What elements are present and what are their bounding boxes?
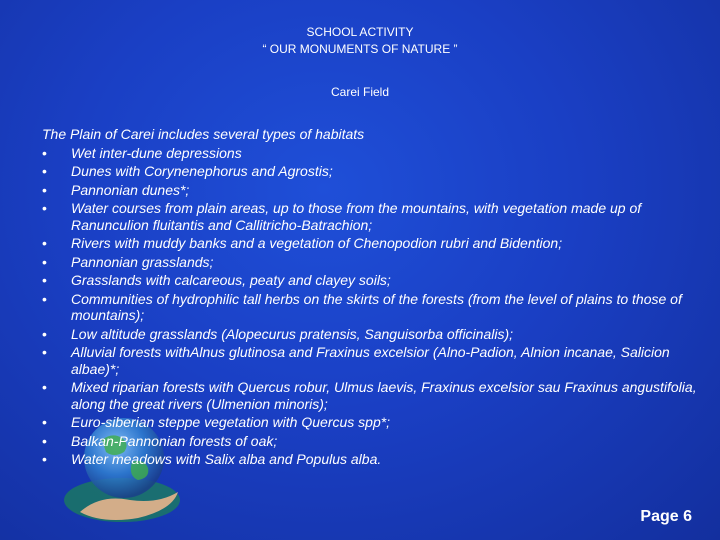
- list-item: [42, 272, 702, 289]
- list-item-text: Balkan-Pannonian forests of oak;: [71, 432, 278, 449]
- header-line-2: “ OUR MONUMENTS OF NATURE ”: [262, 42, 458, 56]
- list-item-text: Euro-siberian steppe vegetation with Quercus spp*;: [71, 414, 391, 430]
- bullet-icon: •: [42, 344, 47, 360]
- list-item-text: Water meadows with Salix alba and Populus alba.: [71, 451, 382, 467]
- slide-header: [0, 24, 720, 58]
- habitats-list: [42, 145, 702, 468]
- bullet-icon: •: [42, 272, 47, 288]
- list-item-text: Pannonian grasslands;: [71, 253, 214, 270]
- habitats-content: [42, 126, 702, 470]
- list-item-text: Grasslands with calcareous, peaty and clayey soils;: [71, 272, 391, 288]
- list-item: [42, 145, 702, 162]
- page-number: Page 6: [640, 508, 692, 525]
- list-item: [42, 235, 702, 252]
- list-item: [42, 451, 702, 468]
- list-item: [42, 414, 702, 431]
- bullet-icon: •: [42, 290, 47, 307]
- list-item: [42, 326, 702, 343]
- bullet-icon: •: [42, 163, 47, 179]
- bullet-icon: •: [42, 200, 47, 216]
- list-item-text: Alluvial forests withAlnus glutinosa and Fraxinus excelsior (Alno-Padion, Alnion incanae, Salicion albae)*;: [71, 344, 670, 377]
- bullet-icon: •: [42, 235, 47, 251]
- bullet-icon: •: [42, 432, 47, 449]
- bullet-icon: •: [42, 144, 47, 161]
- list-item: [42, 163, 702, 180]
- bullet-icon: •: [42, 253, 47, 270]
- list-item-text: Rivers with muddy banks and a vegetation of Chenopodion rubri and Bidention;: [71, 235, 563, 251]
- header-line-1: SCHOOL ACTIVITY: [306, 25, 414, 39]
- bullet-icon: •: [42, 325, 47, 342]
- list-item: [42, 182, 702, 199]
- list-item-text: Pannonian dunes*;: [71, 181, 190, 198]
- list-item: [42, 200, 702, 233]
- bullet-icon: •: [42, 379, 47, 395]
- slide-subtitle: Carei Field: [330, 85, 390, 99]
- list-item: [42, 344, 702, 377]
- list-item-text: Communities of hydrophilic tall herbs on the skirts of the forests (from the level of plains to those of mountains);: [71, 290, 682, 323]
- habitats-intro: The Plain of Carei includes several types of habitats: [42, 126, 365, 142]
- list-item: [42, 433, 702, 450]
- bullet-icon: •: [42, 181, 47, 198]
- bullet-icon: •: [42, 414, 47, 430]
- list-item: [42, 291, 702, 324]
- list-item-text: Low altitude grasslands (Alopecurus pratensis, Sanguisorba officinalis);: [71, 325, 514, 342]
- bullet-icon: •: [42, 451, 47, 467]
- list-item-text: Mixed riparian forests with Quercus robur, Ulmus laevis, Fraxinus excelsior sau Fraxinus angustifolia, along the great rivers (Ulmenion minoris);: [71, 379, 697, 412]
- list-item: [42, 379, 702, 412]
- list-item-text: Dunes with Corynenephorus and Agrostis;: [71, 163, 333, 179]
- list-item: [42, 254, 702, 271]
- list-item-text: Water courses from plain areas, up to those from the mountains, with vegetation made up of Ranunculion fluitantis and Callitricho-Batrachion;: [71, 200, 642, 233]
- list-item-text: Wet inter-dune depressions: [71, 144, 242, 161]
